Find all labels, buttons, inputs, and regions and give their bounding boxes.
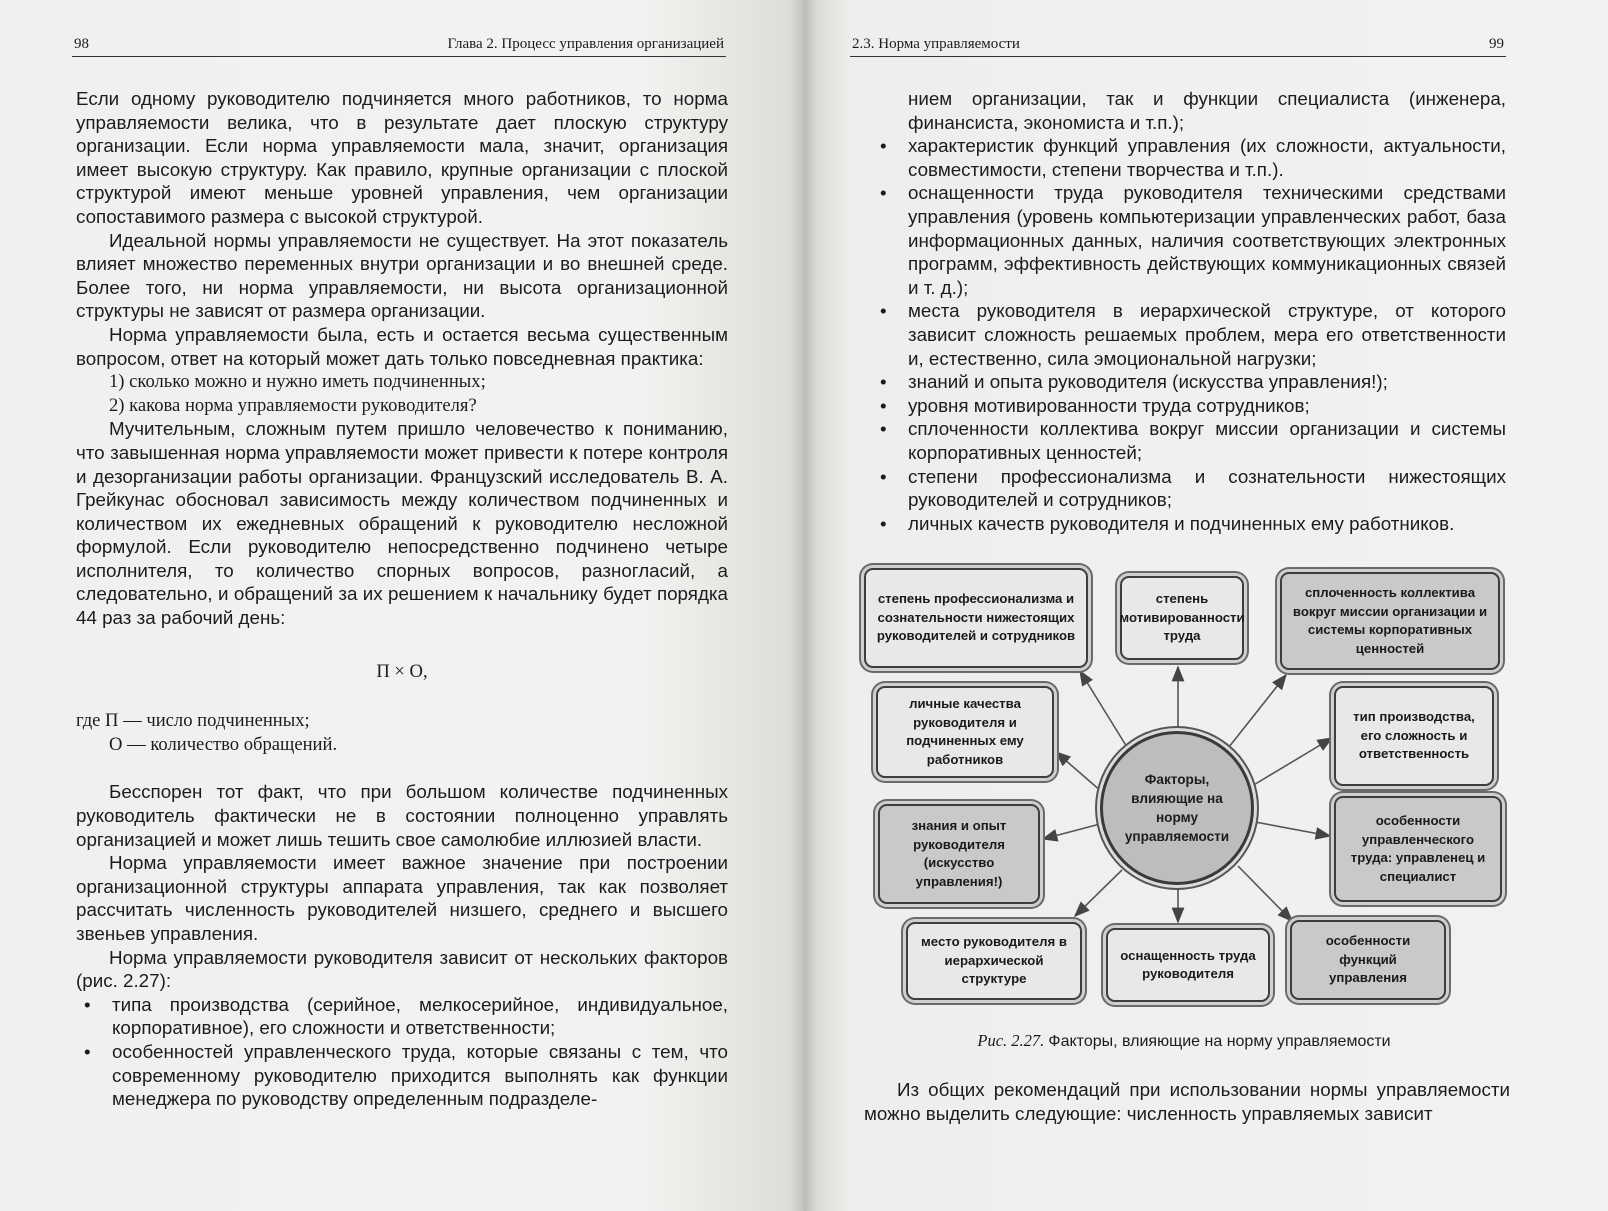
arrow-cohesion: [1225, 675, 1286, 752]
arrow-hierarchy-place: [1075, 870, 1122, 916]
factor-hierarchy-place: место руководителя в иерархической структуре: [906, 922, 1082, 1000]
factor-labor-specifics: особенности управленческого труда: управленец и специалист: [1334, 796, 1502, 902]
list-item: • уровня мотивированности труда сотрудников;: [872, 394, 1506, 418]
arrow-labor-specifics: [1255, 822, 1330, 836]
paragraph: Норма управляемости руководителя зависит от нескольких факторов (рис. 2.27):: [76, 946, 728, 992]
left-body-text: [76, 87, 728, 1111]
diagram-center-node: Факторы, влияющие на норму управляемости: [1100, 731, 1254, 885]
list-item: 1) сколько можно и нужно иметь подчиненных;: [109, 371, 486, 393]
factor-functions: особенности функций управления: [1290, 920, 1446, 1000]
left-running-head: [72, 30, 726, 57]
factor-list: [872, 134, 1506, 535]
arrow-knowledge: [1043, 824, 1100, 839]
right-body-text: [872, 87, 1506, 535]
factor-list: [76, 993, 728, 1111]
factor-professionalism: степень профессионализма и сознательности нижестоящих руководителей и сотрудников: [864, 568, 1088, 668]
paragraph: Если одному руководителю подчиняется много работников, то норма управляемости велика, что в результате дает плоскую структуру организации. Если норма управляемости мала, значит, организация имеет высокую структуру. Как правило, крупные организации с плоской структурой имеют меньше уровней управления, чем организации сопоставимого размера с высокой структурой.: [76, 88, 728, 227]
factor-equipment: оснащенность труда руководителя: [1106, 928, 1270, 1002]
arrow-functions: [1238, 866, 1292, 921]
list-item: • типа производства (серийное, мелкосерийное, индивидуальное, корпоративное), его сложности и ответственности;: [76, 993, 728, 1040]
arrow-professionalism: [1080, 671, 1130, 752]
list-continuation: нием организации, так и функции специалиста (инженера, финансиста, экономиста и т.п.);: [908, 88, 1506, 133]
paragraph: Идеальной нормы управляемости не существует. На этот показатель влияет множество переменных внутри организации и во внешней среде. Более того, ни норма управляемости, ни высота организационной структуры не зависят от размера организации.: [76, 229, 728, 322]
factor-motivation: степень мотивированности труда: [1120, 576, 1244, 660]
section-title: 2.3. Норма управляемости: [852, 36, 1020, 52]
list-item: • личных качеств руководителя и подчиненных ему работников.: [872, 512, 1506, 536]
figure-caption: [860, 1031, 1508, 1051]
list-item: 2) какова норма управляемости руководителя?: [109, 394, 477, 416]
factor-personal-qualities: личные качества руководителя и подчиненных ему работников: [876, 686, 1054, 778]
factor-cohesion: сплоченность коллектива вокруг миссии организации и системы корпоративных ценностей: [1280, 572, 1500, 670]
list-item: • характеристик функций управления (их сложности, актуальности, совместимости, степени творчества и т.п.).: [872, 134, 1506, 181]
factor-production-type: тип производства, его сложность и ответственность: [1334, 686, 1494, 786]
book-gutter: [790, 0, 818, 1211]
paragraph: Норма управляемости имеет важное значение при построении организационной структуры аппарата управления, так как позволяет рассчитать численность руководителей низшего, среднего и высшего звеньев управления.: [76, 852, 728, 944]
paragraph: Мучительным, сложным путем пришло человечество к пониманию, что завышенная норма управляемости может привести к потере контроля и дезорганизации работы организации. Французский исследователь В. А. Грейкунас обосновал зависимость между количеством подчиненных и количеством их ежедневных обращений к руководителю несложной формулой. Если руководителю непосредственно подчинено четыре исполнителя, то количество спорных вопросов, разногласий, а следовательно, и обращений за их решением к начальнику будет порядка 44 раз за рабочий день:: [76, 418, 728, 629]
list-item: • сплоченности коллектива вокруг миссии организации и системы корпоративных ценностей;: [872, 417, 1506, 464]
arrow-production-type: [1252, 738, 1332, 786]
left-page-number: 98: [74, 36, 89, 52]
factors-diagram: [860, 564, 1508, 1024]
closing-text: [864, 1078, 1510, 1125]
list-item: • знаний и опыта руководителя (искусства управления!);: [872, 370, 1506, 394]
chapter-title: Глава 2. Процесс управления организацией: [447, 36, 724, 52]
paragraph: Из общих рекомендаций при использовании нормы управляемости можно выделить следующие: численность управляемых зависит: [864, 1079, 1510, 1124]
list-item: • места руководителя в иерархической структуре, от которого зависит сложность решаемых проблем, мера его ответственности и, естественно, сила эмоциональной нагрузки;: [872, 299, 1506, 370]
factor-knowledge: знания и опыт руководителя (искусство управления!): [878, 804, 1040, 904]
paragraph: Норма управляемости была, есть и остается весьма существенным вопросом, ответ на который может дать только повседневная практика:: [76, 323, 728, 369]
right-page-number: 99: [1489, 36, 1504, 52]
list-item: • степени профессионализма и сознательности нижестоящих руководителей и сотрудников;: [872, 465, 1506, 512]
formula: П × О,: [376, 660, 428, 682]
paragraph: Бесспорен тот факт, что при большом количестве подчиненных руководитель фактически не в состоянии полноценно управлять организацией и может лишь тешить свое самолюбие иллюзией власти.: [76, 781, 728, 850]
formula-legend: где П — число подчиненных;: [76, 710, 310, 732]
list-item: • особенностей управленческого труда, которые связаны с тем, что современному руководителю приходится выполнять как функции менеджера по руководству определенным подразделе-: [76, 1040, 728, 1111]
formula-legend: О — количество обращений.: [109, 733, 338, 755]
right-running-head: [850, 30, 1506, 57]
arrow-personal-qualities: [1056, 752, 1102, 792]
caption-text: Факторы, влияющие на норму управляемости: [1048, 1033, 1391, 1050]
list-item: • оснащенности труда руководителя техническими средствами управления (уровень компьютеризации управленческих работ, база информационных данных, наличия соответствующих электронных программ, эффективность действующих коммуникационных связей и т. д.);: [872, 181, 1506, 299]
caption-label: Рис. 2.27.: [977, 1031, 1045, 1050]
